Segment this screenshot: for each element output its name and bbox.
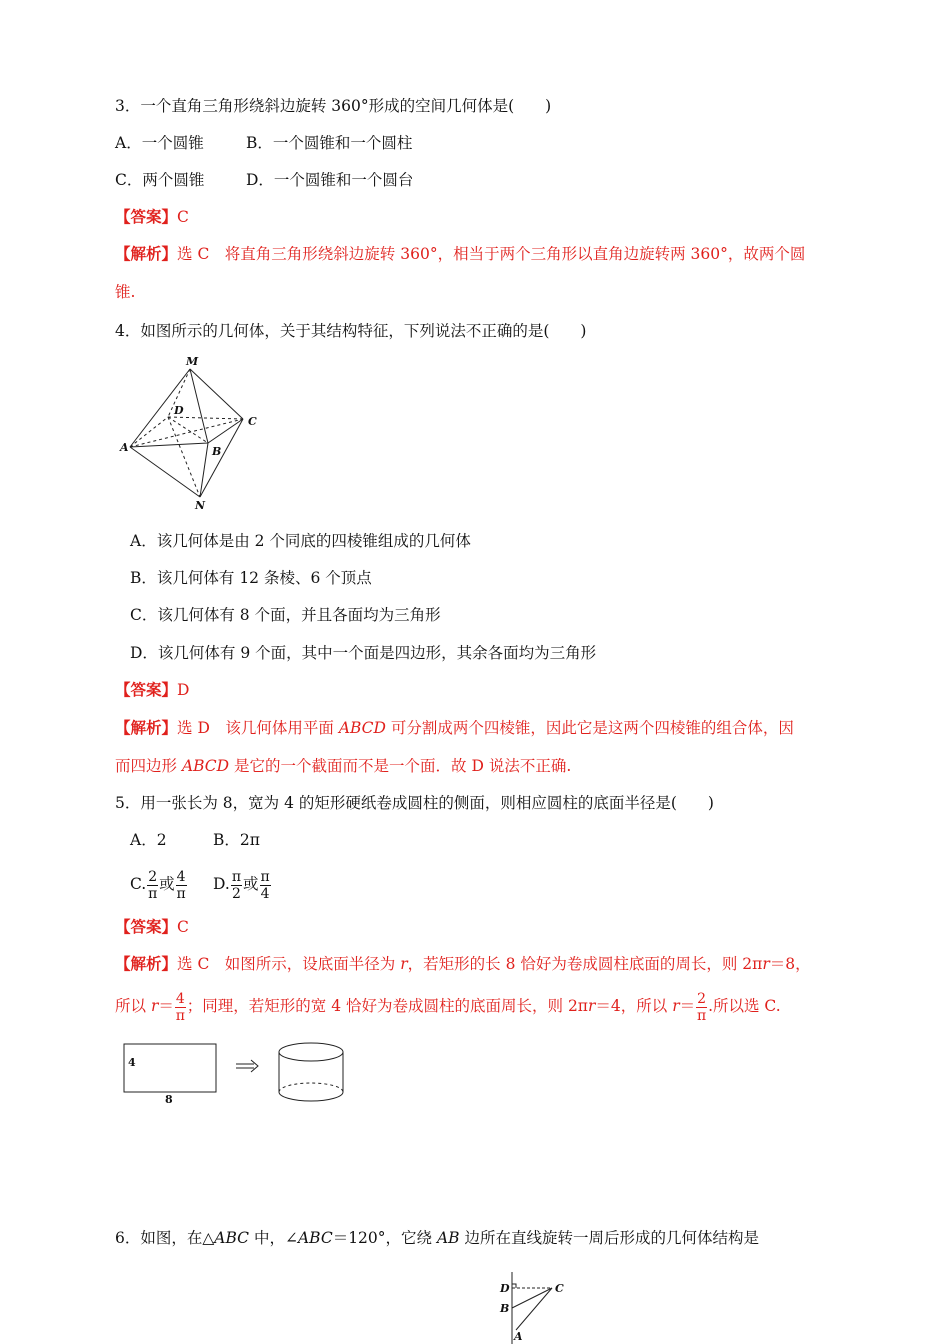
label-a: A	[120, 441, 129, 454]
q5-option-d: D. $\frac{\pi}{2}$ 或 $\frac{\pi}{4}$	[213, 868, 270, 902]
answer-tag: 【答案】	[115, 680, 178, 699]
q4-answer	[115, 680, 189, 700]
label-b: B	[500, 1302, 510, 1315]
answer-tag: 【答案】	[115, 917, 178, 936]
triangle-rotation-figure	[494, 1272, 584, 1344]
label-c: C	[555, 1282, 564, 1295]
rectangle-to-cylinder-figure	[118, 1040, 358, 1106]
q6-stem: 6．如图，在△ABC 中，∠ABC＝120°，它绕 AB 边所在直线旋转一周后形成的几何体结构是	[115, 1229, 759, 1247]
label-n: N	[195, 499, 206, 512]
q3-option-d: D．一个圆锥和一个圆台	[246, 171, 414, 189]
label-a: A	[514, 1330, 523, 1343]
q4-option-d: D．该几何体有 9 个面，其中一个面是四边形，其余各面均为三角形	[130, 644, 597, 662]
octahedron-figure	[110, 355, 280, 515]
q3-option-a: A．一个圆锥	[115, 134, 204, 152]
label-width: 4	[128, 1056, 136, 1069]
q4-option-a: A．该几何体是由 2 个同底的四棱锥组成的几何体	[130, 532, 471, 550]
q3-analysis-line-1: 【解析】选 C 将直角三角形绕斜边旋转 360°，相当于两个三角形以直角边旋转两 360°，故两个圆	[115, 244, 806, 263]
analysis-tag: 【解析】	[115, 244, 178, 263]
q5-stem: 5．用一张长为 8，宽为 4 的矩形硬纸卷成圆柱的侧面，则相应圆柱的底面半径是( )	[115, 794, 714, 812]
fraction: $\frac{2}{\pi}$	[697, 990, 707, 1024]
q5-analysis-line-2: 所以 r＝ $\frac{4}{\pi}$ ；同理，若矩形的宽 4 恰好为卷成圆柱的底面周长，则 2πr＝4，所以 r＝ $\frac{2}{\pi}$ .所以选 C.	[115, 990, 781, 1024]
q4-option-b: B．该几何体有 12 条棱、6 个顶点	[130, 569, 372, 587]
answer-value: D	[177, 681, 190, 699]
fraction: $\frac{2}{\pi}$	[148, 868, 158, 902]
answer-value: C	[177, 208, 189, 226]
analysis-tag: 【解析】	[115, 718, 178, 737]
q5-analysis-line-1: 【解析】选 C 如图所示，设底面半径为 r，若矩形的长 8 恰好为卷成圆柱底面的周长，则 2πr＝8，	[115, 954, 811, 973]
label-length: 8	[165, 1093, 173, 1106]
fraction: $\frac{4}{\pi}$	[176, 868, 186, 902]
analysis-tag: 【解析】	[115, 954, 178, 973]
q5-option-b: B．2π	[213, 831, 260, 849]
answer-value: C	[177, 918, 189, 936]
fraction: $\frac{\pi}{2}$	[231, 868, 242, 902]
fraction: $\frac{4}{\pi}$	[175, 990, 185, 1024]
label-m: M	[186, 355, 199, 368]
q3-analysis-line-2: 锥.	[115, 283, 136, 301]
label-c: C	[248, 415, 257, 428]
answer-tag: 【答案】	[115, 207, 178, 226]
label-d: D	[174, 404, 184, 417]
q5-option-a: A．2	[130, 831, 167, 849]
q3-option-b: B．一个圆锥和一个圆柱	[246, 134, 413, 152]
label-b: B	[212, 445, 222, 458]
q3-option-c: C．两个圆锥	[115, 171, 205, 189]
q4-option-c: C．该几何体有 8 个面，并且各面均为三角形	[130, 606, 441, 624]
q4-stem: 4．如图所示的几何体，关于其结构特征，下列说法不正确的是( )	[115, 322, 587, 340]
q3-stem: 3．一个直角三角形绕斜边旋转 360°形成的空间几何体是( )	[115, 97, 552, 115]
fraction: $\frac{\pi}{4}$	[260, 868, 270, 902]
q5-answer	[115, 917, 189, 937]
q5-option-c: C. $\frac{2}{\pi}$ 或 $\frac{4}{\pi}$	[130, 868, 186, 902]
q4-analysis-line-2: 而四边形 ABCD 是它的一个截面而不是一个面．故 D 说法不正确.	[115, 757, 572, 775]
label-d: D	[500, 1282, 510, 1295]
q3-answer	[115, 207, 189, 227]
q4-analysis-line-1: 【解析】选 D 该几何体用平面 ABCD 可分割成两个四棱锥，因此它是这两个四棱锥的组合体，因	[115, 718, 794, 737]
